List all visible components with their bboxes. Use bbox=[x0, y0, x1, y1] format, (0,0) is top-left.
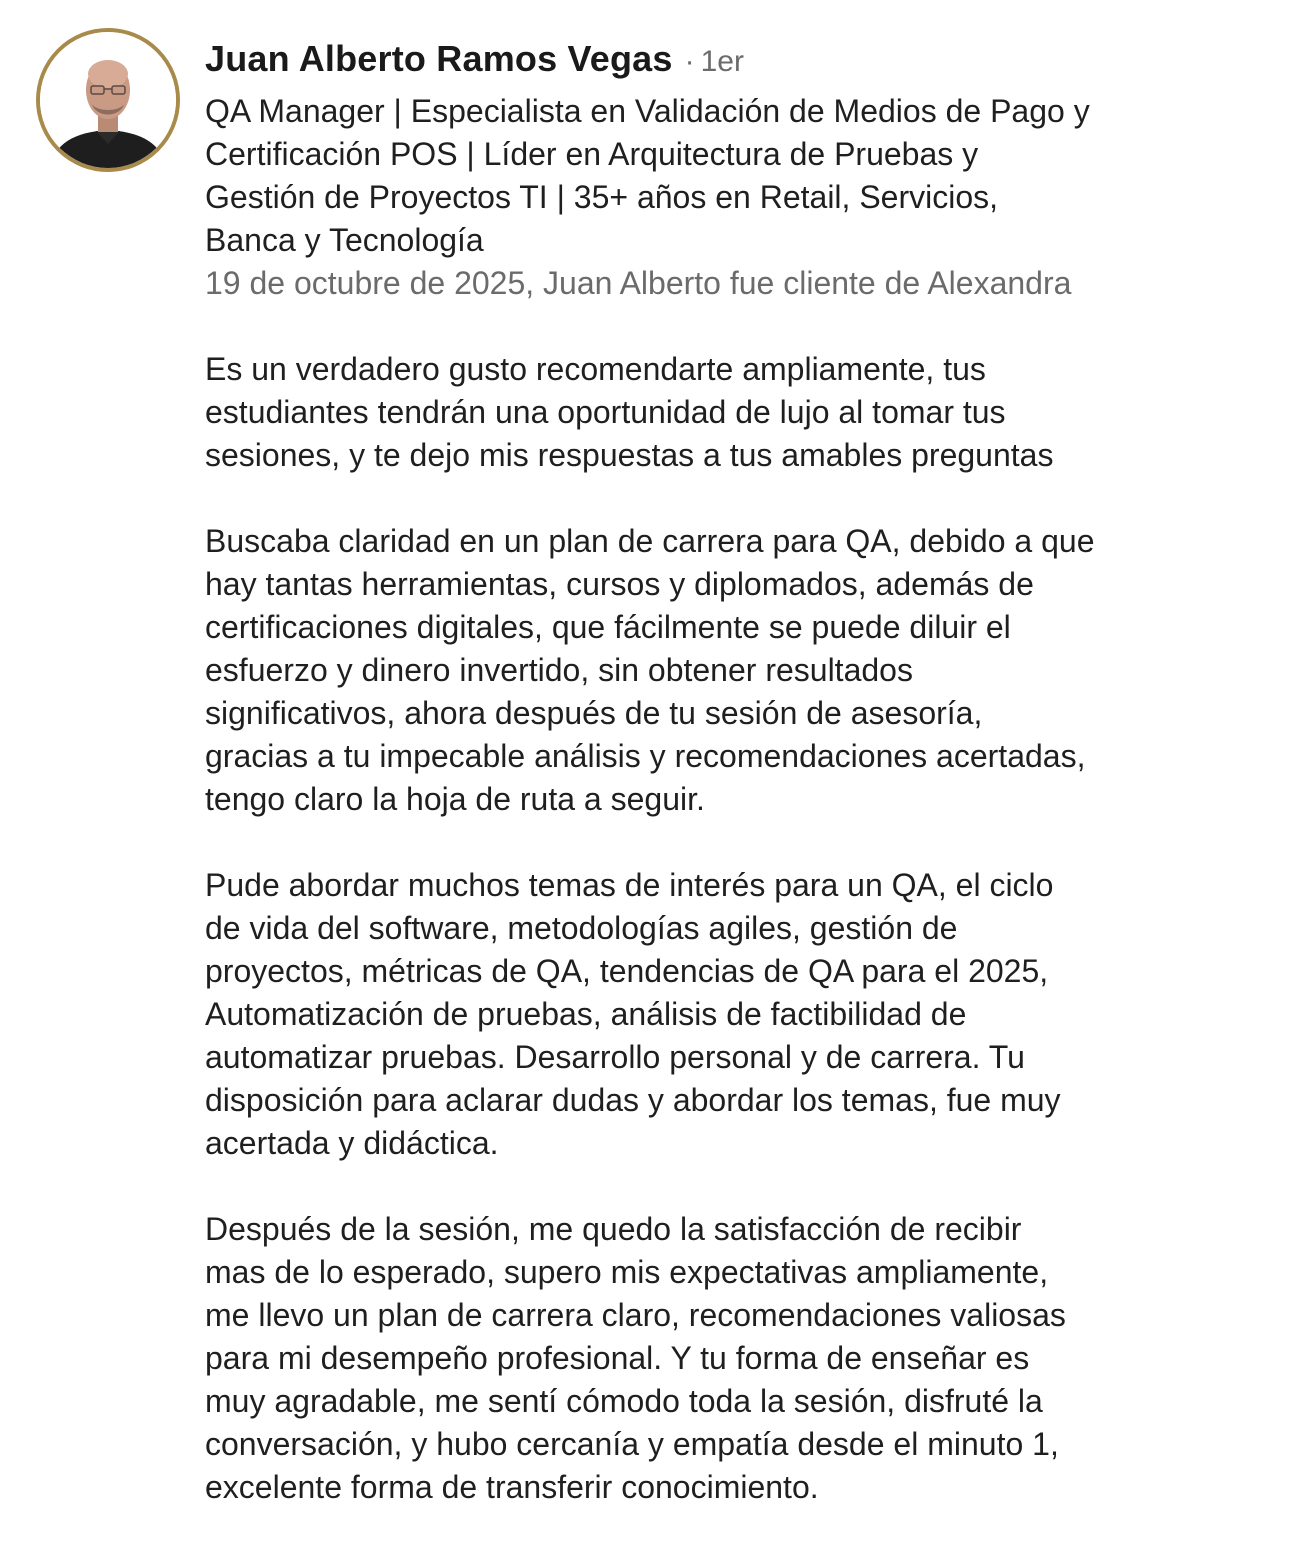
connection-degree: 1er bbox=[700, 45, 744, 78]
recommendation-text bbox=[205, 348, 1265, 1509]
separator-dot: · bbox=[684, 45, 695, 78]
recommendation-paragraph: Después de la sesión, me quedo la satisfacción de recibir mas de lo esperado, supero mis expectativas ampliamente, me llevo un plan de carrera claro, recomendaciones valiosas para mi desempeño profesional. Y tu forma de enseñar es muy agradable, me sentí cómodo toda la sesión, disfruté la conversación, y hubo cercanía y empatía desde el minuto 1, excelente forma de transferir conocimiento. bbox=[205, 1211, 1066, 1505]
recommendation-date: 19 de octubre de 2025, Juan Alberto fue cliente de Alexandra bbox=[205, 265, 1072, 301]
recommendation-paragraph: Pude abordar muchos temas de interés para un QA, el ciclo de vida del software, metodologías agiles, gestión de proyectos, métricas de QA, tendencias de QA para el 2025, Automatización de pruebas, análisis de factibilidad de automatizar pruebas. Desarrollo personal y de carrera. Tu disposición para aclarar dudas y abordar los temas, fue muy acertada y didáctica. bbox=[205, 867, 1061, 1161]
author-headline: QA Manager | Especialista en Validación de Medios de Pago y Certificación POS | Líder en Arquitectura de Pruebas y Gestión de Proyectos TI | 35+ años en Retail, Servicios, Banca y Tecnología bbox=[205, 93, 1090, 258]
recommendation-paragraph: Es un verdadero gusto recomendarte ampliamente, tus estudiantes tendrán una oportunidad de lujo al tomar tus sesiones, y te dejo mis respuestas a tus amables preguntas bbox=[205, 351, 1054, 473]
recommendation-paragraph: Buscaba claridad en un plan de carrera para QA, debido a que hay tantas herramientas, cursos y diplomados, además de certificaciones digitales, que fácilmente se puede diluir el esfuerzo y dinero invertido, sin obtener resultados significativos, ahora después de tu sesión de asesoría, gracias a tu impecable análisis y recomendaciones acertadas, tengo claro la hoja de ruta a seguir. bbox=[205, 523, 1095, 817]
recommendation-card bbox=[205, 38, 1265, 1552]
author-name[interactable]: Juan Alberto Ramos Vegas bbox=[205, 38, 673, 79]
author-avatar[interactable] bbox=[36, 28, 180, 172]
author-row bbox=[205, 38, 1265, 90]
profile-photo-icon bbox=[40, 32, 176, 168]
